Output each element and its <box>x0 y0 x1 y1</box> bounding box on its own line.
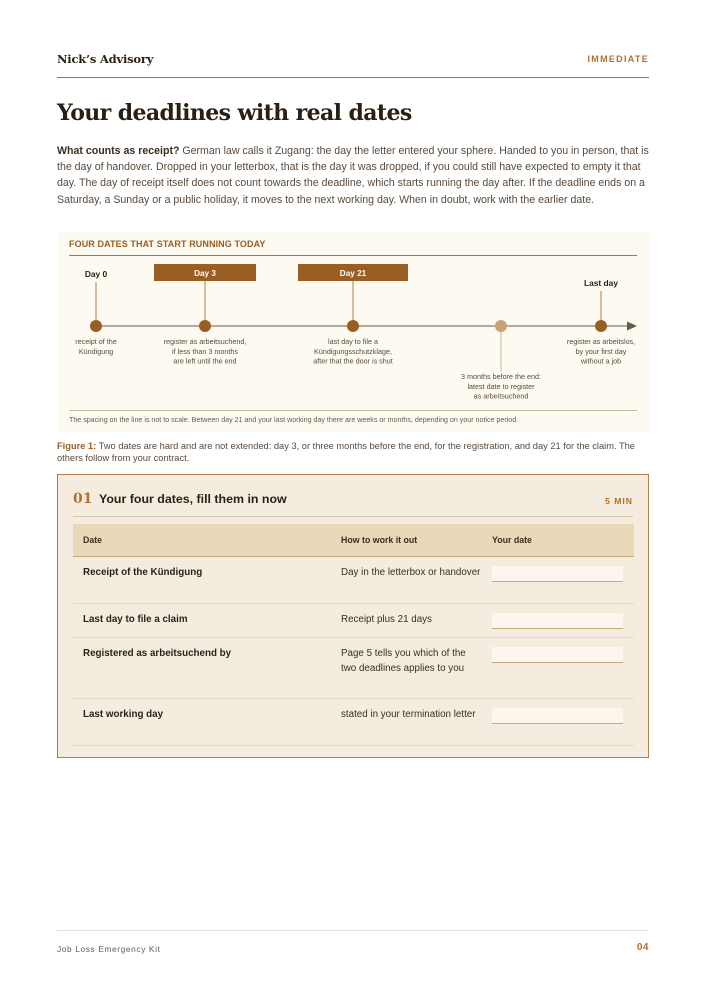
column-header-your-date: Your date <box>492 535 532 545</box>
marker-description-line: receipt of the <box>75 337 117 346</box>
row-how-text: Page 5 tells you which of the two deadlines applies to you <box>341 648 466 674</box>
marker-description-line: are left until the end <box>173 356 237 366</box>
timeline-diagram <box>57 232 649 412</box>
figure-title: FOUR DATES THAT START RUNNING TODAY <box>69 239 266 249</box>
row-how-text: Day in the letterbox or handover <box>341 567 481 578</box>
timeline-dot <box>347 320 359 332</box>
marker-label: Day 0 <box>84 269 108 279</box>
card-title: Your four dates, fill them in now <box>99 492 287 506</box>
figure-caption <box>57 440 651 465</box>
card-rule <box>73 516 633 517</box>
urgency-tag: IMMEDIATE <box>587 54 649 64</box>
marker-label: Day 21 <box>339 269 367 278</box>
page-header <box>57 52 649 78</box>
column-header-date: Date <box>83 535 103 545</box>
table-row <box>73 699 634 746</box>
caption-text: Two dates are hard and are not extended: day 3, or three months before the end, for the registration, and day 21 for the claim. The others follow from your contract. <box>57 441 635 464</box>
table-row <box>73 557 634 604</box>
row-date-label: Last day to file a claim <box>83 614 188 625</box>
card-number: 01 <box>73 491 93 507</box>
marker-description-line: last day to file a <box>328 337 378 346</box>
intro-lead: What counts as receipt? <box>57 145 180 157</box>
table-header <box>73 524 634 557</box>
marker-description-line: register as arbeitsuchend, <box>163 337 247 346</box>
row-how-text: Receipt plus 21 days <box>341 614 432 625</box>
column-header-how: How to work it out <box>341 535 418 545</box>
date-input-field[interactable] <box>492 708 623 724</box>
card-duration: 5 MIN <box>605 496 633 506</box>
table-row <box>73 638 634 699</box>
figure-bottom-rule <box>69 410 637 411</box>
timeline-dot <box>495 320 507 332</box>
exercise-card <box>57 474 649 758</box>
timeline-dot <box>199 320 211 332</box>
row-date-label: Receipt of the Kündigung <box>83 567 203 578</box>
figure-note: The spacing on the line is not to scale. Between day 21 and your last working day there are weeks or months, depending on your notice period. <box>69 416 519 424</box>
page-number: 04 <box>636 942 649 953</box>
footer-title: Job Loss Emergency Kit <box>57 944 161 954</box>
marker-description-line: without a job <box>580 356 622 366</box>
marker-description-line: 3 months before the end: <box>461 372 541 381</box>
table-row <box>73 604 634 638</box>
marker-label: Day 3 <box>194 269 216 278</box>
marker-description-line: register as arbeitslos, <box>566 337 636 346</box>
marker-description-line: Kündigungsschutzklage, <box>314 346 392 356</box>
timeline-dot <box>90 320 102 332</box>
intro-paragraph <box>57 143 651 208</box>
marker-description-line: by your first day <box>575 346 627 356</box>
date-input-field[interactable] <box>492 647 623 663</box>
marker-description-line: latest date to register <box>467 381 535 391</box>
marker-description-line: as arbeitsuchend <box>473 391 529 401</box>
timeline-arrow <box>627 322 637 331</box>
brand-name: Nick’s Advisory <box>57 52 154 66</box>
date-input-field[interactable] <box>492 613 623 629</box>
timeline-dot <box>595 320 607 332</box>
page-title: Your deadlines with real dates <box>57 100 412 126</box>
footer-rule <box>57 930 649 931</box>
row-date-label: Registered as arbeitsuchend by <box>83 648 232 659</box>
marker-description-line: if less than 3 months <box>172 346 238 356</box>
marker-description-line: Kündigung <box>78 346 114 356</box>
dates-table <box>73 524 634 746</box>
caption-lead: Figure 1: <box>57 441 97 451</box>
marker-label: Last day <box>584 278 618 288</box>
timeline-figure <box>57 232 649 432</box>
row-how-text: stated in your termination letter <box>341 709 476 720</box>
marker-description-line: after that the door is shut <box>313 356 393 366</box>
row-date-label: Last working day <box>83 709 164 720</box>
date-input-field[interactable] <box>492 566 623 582</box>
intro-text: German law calls it Zugang: the day the letter entered your sphere. Handed to you in person, that is the day of handover. Dropped in your letterbox, that is the day it was dropped, if you could still have expected to empty it that day. The day of receipt itself does not count towards the deadline, which starts running the day after. If the deadline ends on a Saturday, a Sunday or a public holiday, it moves to the next working day. When in doubt, work with the earlier date. <box>57 145 649 206</box>
